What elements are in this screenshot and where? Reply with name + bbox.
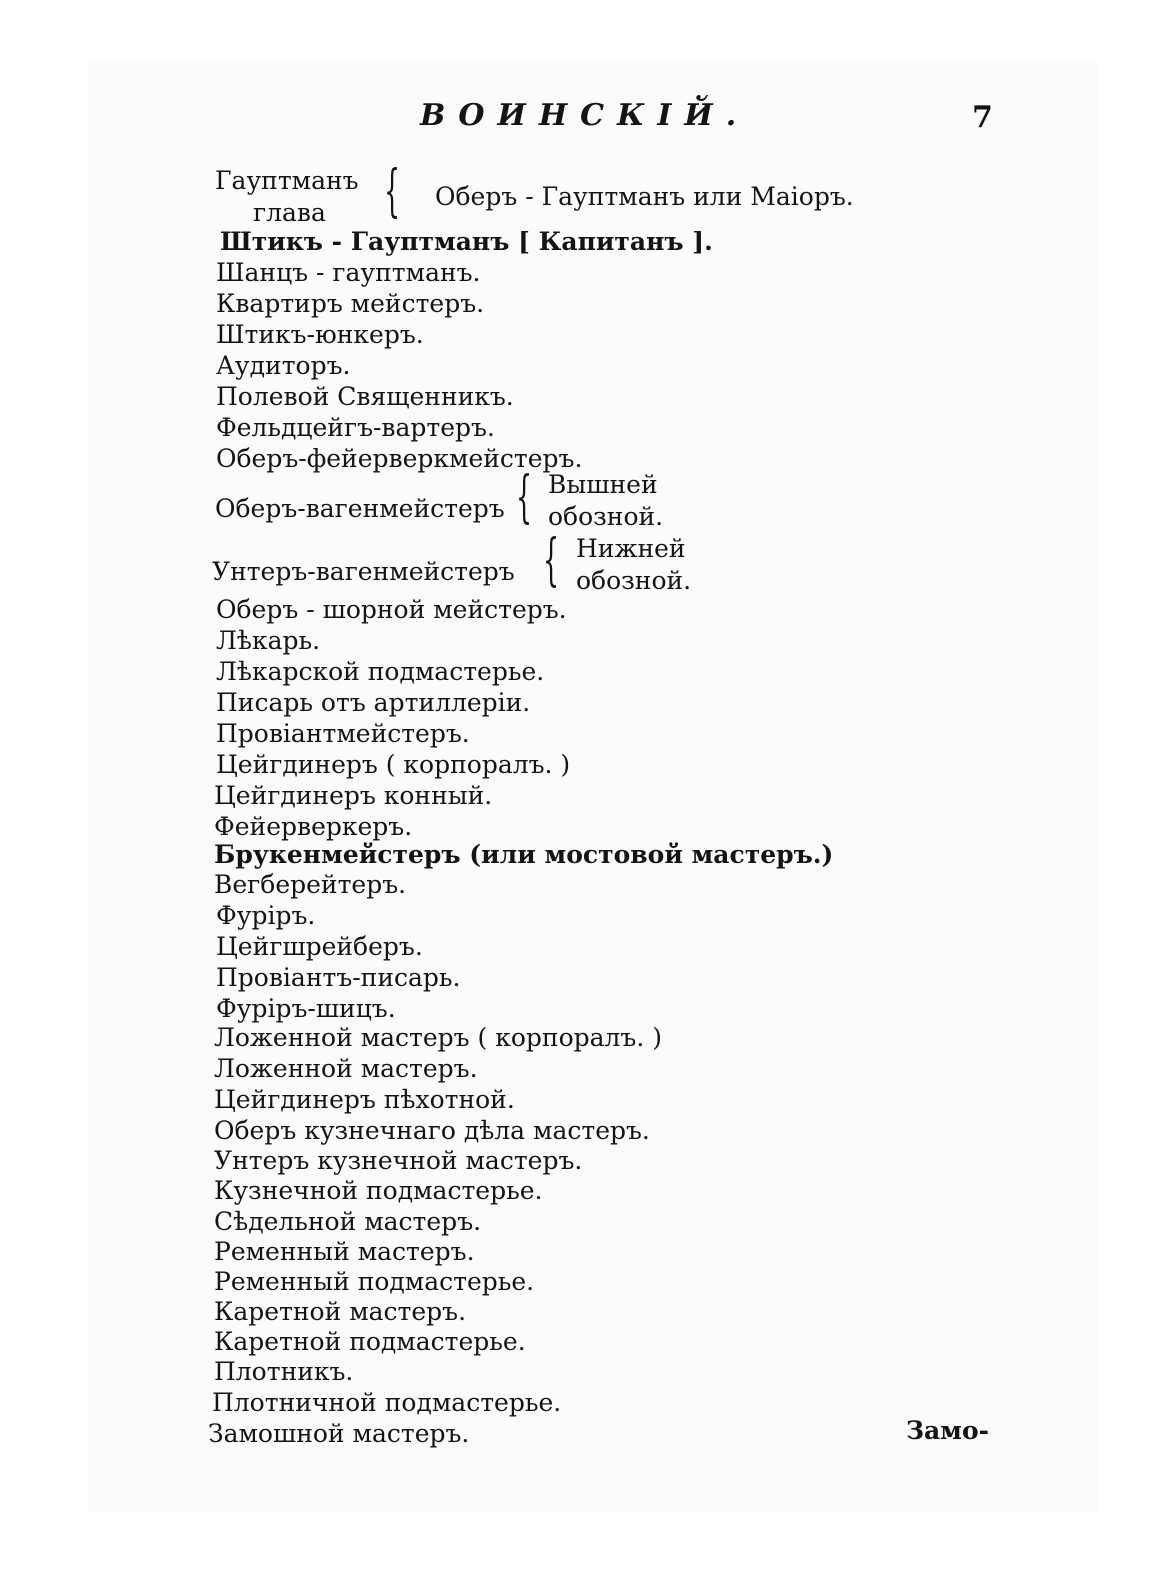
entry-line: Фурiръ-шицъ. <box>216 994 396 1023</box>
entry-line: Брукенмейстеръ (или мостовой мастеръ.) <box>214 840 834 869</box>
entry-line: Ложенной мастеръ ( корпоралъ. ) <box>214 1023 662 1052</box>
braced-note: Оберъ - Гауптманъ или Маiоръ. <box>435 182 854 211</box>
curly-brace: { <box>516 465 533 530</box>
entry-line: Цейгшрейберъ. <box>216 932 423 961</box>
entry-line: Оберъ - шорной мейстеръ. <box>216 595 567 624</box>
entry-line: Плотничной подмастерье. <box>212 1388 562 1417</box>
entry-line: Провiантмейстеръ. <box>216 719 470 748</box>
entry-line: Фельдцейгъ-вартеръ. <box>216 413 495 442</box>
braced-entry-line2: глава <box>253 198 326 227</box>
entry-line: Полевой Священникъ. <box>216 382 514 411</box>
entry-line: Штикъ - Гауптманъ [ Капитанъ ]. <box>220 227 713 256</box>
entry-line: Фейерверкеръ. <box>214 812 413 841</box>
entry-line: Цейгдинеръ ( корпоралъ. ) <box>216 750 571 779</box>
entry-line: Провiантъ-писарь. <box>216 963 461 992</box>
entry-line: Вегберейтеръ. <box>214 870 407 899</box>
entry-line: Плотникъ. <box>214 1357 354 1386</box>
braced-note-line1: Нижней <box>576 534 686 563</box>
entry-line: Сѣдельной мастеръ. <box>214 1207 482 1236</box>
braced-entry: Оберъ-вагенмейстеръ <box>215 494 505 523</box>
entry-line: Каретной мастеръ. <box>214 1297 467 1326</box>
page-number: 7 <box>972 100 993 135</box>
running-title: ВОИНСКIЙ. <box>420 98 750 133</box>
entry-line: Кузнечной подмастерье. <box>214 1176 543 1205</box>
entry-line: Каретной подмастерье. <box>214 1327 526 1356</box>
entry-line: Замошной мастеръ. <box>208 1419 470 1448</box>
entry-line: Квартиръ мейстеръ. <box>216 289 485 318</box>
entry-line: Лѣкарь. <box>216 626 321 655</box>
curly-brace: { <box>543 528 560 593</box>
entry-line: Оберъ-фейерверкмейстеръ. <box>216 444 583 473</box>
curly-brace: { <box>384 159 401 224</box>
entry-line: Лѣкарской подмастерье. <box>216 657 545 686</box>
entry-line: Ложенной мастеръ. <box>214 1054 478 1083</box>
entry-line: Фурiръ. <box>216 901 316 930</box>
entry-line: Оберъ кузнечнаго дѣла мастеръ. <box>214 1116 650 1145</box>
entry-line: Штикъ-юнкеръ. <box>216 320 424 349</box>
braced-note-line2: обозной. <box>548 502 664 531</box>
entry-line: Ременный подмастерье. <box>214 1267 535 1296</box>
braced-entry: Унтеръ-вагенмейстеръ <box>212 557 515 586</box>
braced-entry-line1: Гауптманъ <box>215 166 359 195</box>
entry-line: Писарь отъ артиллерiи. <box>216 688 531 717</box>
braced-note-line1: Вышней <box>548 470 658 499</box>
catchword: Замо- <box>906 1416 989 1445</box>
braced-note-line2: обозной. <box>576 566 692 595</box>
entry-line: Аудиторъ. <box>216 351 351 380</box>
entry-line: Цейгдинеръ конный. <box>214 781 493 810</box>
entry-line: Ременный мастеръ. <box>214 1237 475 1266</box>
entry-line: Унтеръ кузнечной мастеръ. <box>214 1146 583 1175</box>
entry-line: Шанцъ - гауптманъ. <box>216 258 481 287</box>
entry-line: Цейгдинеръ пѣхотной. <box>214 1085 515 1114</box>
